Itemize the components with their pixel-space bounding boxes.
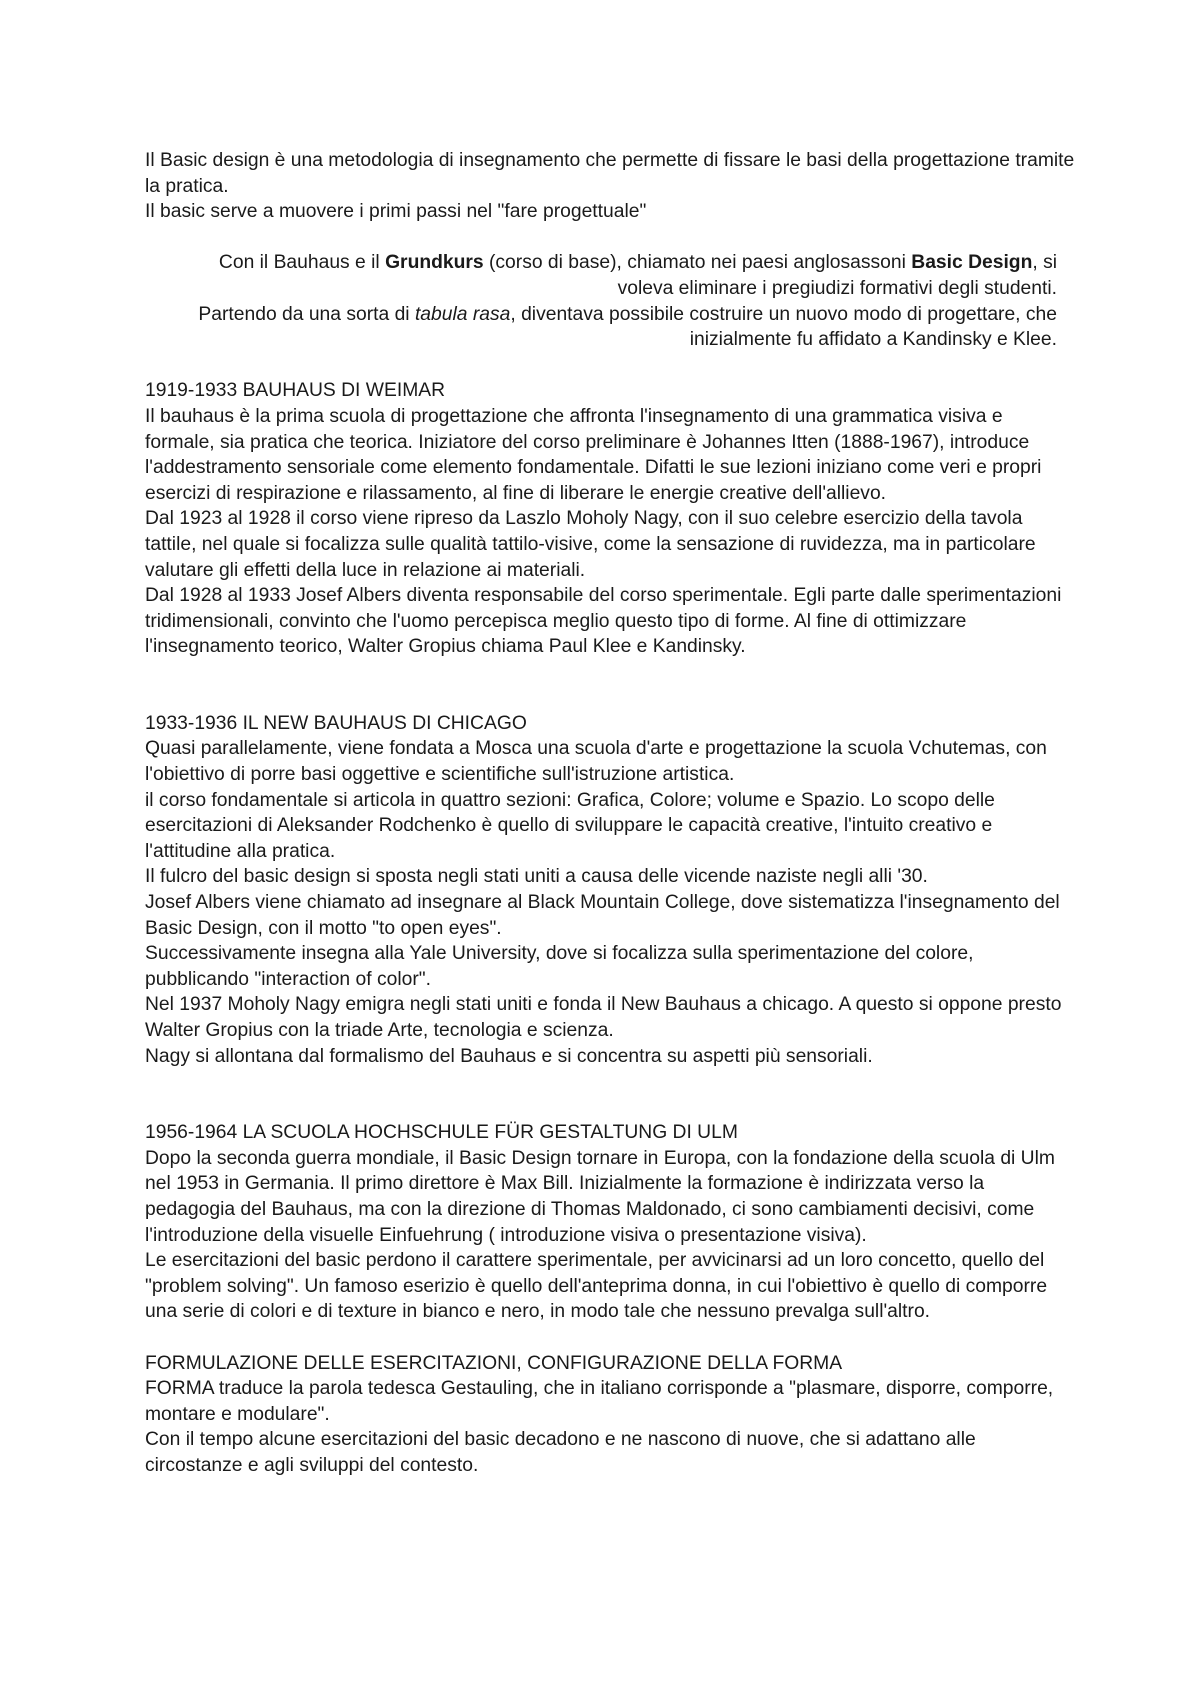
bold-term: Grundkurs: [385, 252, 484, 274]
body-paragraph: Con il tempo alcune esercitazioni del basic decadono e ne nascono di nuove, che si adattano alle circostanze e agli sviluppi del contesto.: [145, 1429, 976, 1476]
section-heading: 1933-1936 IL NEW BAUHAUS DI CHICAGO: [145, 712, 527, 734]
body-paragraph: Dopo la seconda guerra mondiale, il Basic Design tornare in Europa, con la fondazione della scuola di Ulm nel 1953 in Germania. Il primo direttore è Max Bill. Inizialmente la formazione è indirizzata verso la pedagogia del Bauhaus, ma con la direzione di Thomas Maldonado, ci sono cambiamenti decisivi, come l'introduzione della visuelle Einfuehrung ( introduzione visiva o presentazione visiva).: [145, 1147, 1055, 1246]
body-paragraph: Il bauhaus è la prima scuola di progettazione che affronta l'insegnamento di una grammatica visiva e formale, sia pratica che teorica. Iniziatore del corso preliminare è Johannes Itten (1888-1967), introduce l'addestramento sensoriale come elemento fondamentale. Difatti le sue lezioni iniziano come veri e propri esercizi di respirazione e rilassamento, al fine di liberare le energie creative dell'allievo.: [145, 405, 1042, 504]
body-paragraph: Dal 1923 al 1928 il corso viene ripreso da Laszlo Moholy Nagy, con il suo celebre esercizio della tavola tattile, nel quale si focalizza sulle qualità tattilo-visive, come la sensazione di ruvidezza, ma in particolare valutare gli effetti della luce in relazione ai materiali.: [145, 508, 1036, 581]
body-paragraph: il corso fondamentale si articola in quattro sezioni: Grafica, Colore; volume e Spazio. Lo scopo delle esercitazioni di Aleksander Rodchenko è quello di sviluppare le capacità creative, l'intuito creativo e l'attitudine alla pratica.: [145, 789, 995, 862]
body-paragraph: Successivamente insegna alla Yale University, dove si focalizza sulla sperimentazione del colore, pubblicando "interaction of color".: [145, 943, 974, 990]
intro-paragraph: Il Basic design è una metodologia di insegnamento che permette di fissare le basi della progettazione tramite la pratica.: [145, 150, 1075, 197]
intro-paragraph: Il basic serve a muovere i primi passi nel "fare progettuale": [145, 201, 647, 223]
document-body: [145, 148, 1075, 1479]
body-paragraph: Nagy si allontana dal formalismo del Bauhaus e si concentra su aspetti più sensoriali.: [145, 1045, 873, 1067]
body-paragraph: Dal 1928 al 1933 Josef Albers diventa responsabile del corso sperimentale. Egli parte dalle sperimentazioni tridimensionali, convinto che l'uomo percepisca meglio questo tipo di forme. Al fine di ottimizzare l'insegnamento teorico, Walter Gropius chiama Paul Klee e Kandinsky.: [145, 585, 1062, 658]
body-paragraph: Le esercitazioni del basic perdono il carattere sperimentale, per avvicinarsi ad un loro concetto, quello del "problem solving". Un famoso eserizio è quello dell'anteprima donna, in cui l'obiettivo è quello di comporre una serie di colori e di texture in bianco e nero, in modo tale che nessuno prevalga sull'altro.: [145, 1250, 1048, 1323]
body-paragraph: Quasi parallelamente, viene fondata a Mosca una scuola d'arte e progettazione la scuola Vchutemas, con l'obiettivo di porre basi oggettive e scientifiche sull'istruzione artistica.: [145, 738, 1047, 786]
body-paragraph: Il fulcro del basic design si sposta negli stati uniti a causa delle vicende naziste negli alli '30.: [145, 866, 928, 888]
quote-paragraph: Partendo da una sorta di tabula rasa, diventava possibile costruire un nuovo modo di progettare, che inizialmente fu affidato a Kandinsky e Klee.: [198, 303, 1057, 351]
section-heading: FORMULAZIONE DELLE ESERCITAZIONI, CONFIGURAZIONE DELLA FORMA: [145, 1352, 843, 1374]
indented-quote: [145, 250, 1075, 352]
italic-term: tabula rasa: [414, 303, 511, 325]
body-paragraph: Josef Albers viene chiamato ad insegnare al Black Mountain College, dove sistematizza l'insegnamento del Basic Design, con il motto "to open eyes".: [145, 892, 1060, 939]
quote-paragraph: Con il Bauhaus e il Grundkurs (corso di base), chiamato nei paesi anglosassoni Basic Design, si voleva eliminare i pregiudizi formativi degli studenti.: [218, 252, 1057, 299]
body-paragraph: Nel 1937 Moholy Nagy emigra negli stati uniti e fonda il New Bauhaus a chicago. A questo si oppone presto Walter Gropius con la triade Arte, tecnologia e scienza.: [145, 994, 1062, 1041]
section-heading: 1956-1964 LA SCUOLA HOCHSCHULE FÜR GESTALTUNG DI ULM: [145, 1122, 738, 1144]
bold-term: Basic Design: [911, 252, 1033, 274]
section-heading: 1919-1933 BAUHAUS DI WEIMAR: [145, 380, 446, 402]
body-paragraph: FORMA traduce la parola tedesca Gestauling, che in italiano corrisponde a "plasmare, disporre, comporre, montare e modulare".: [145, 1378, 1054, 1425]
